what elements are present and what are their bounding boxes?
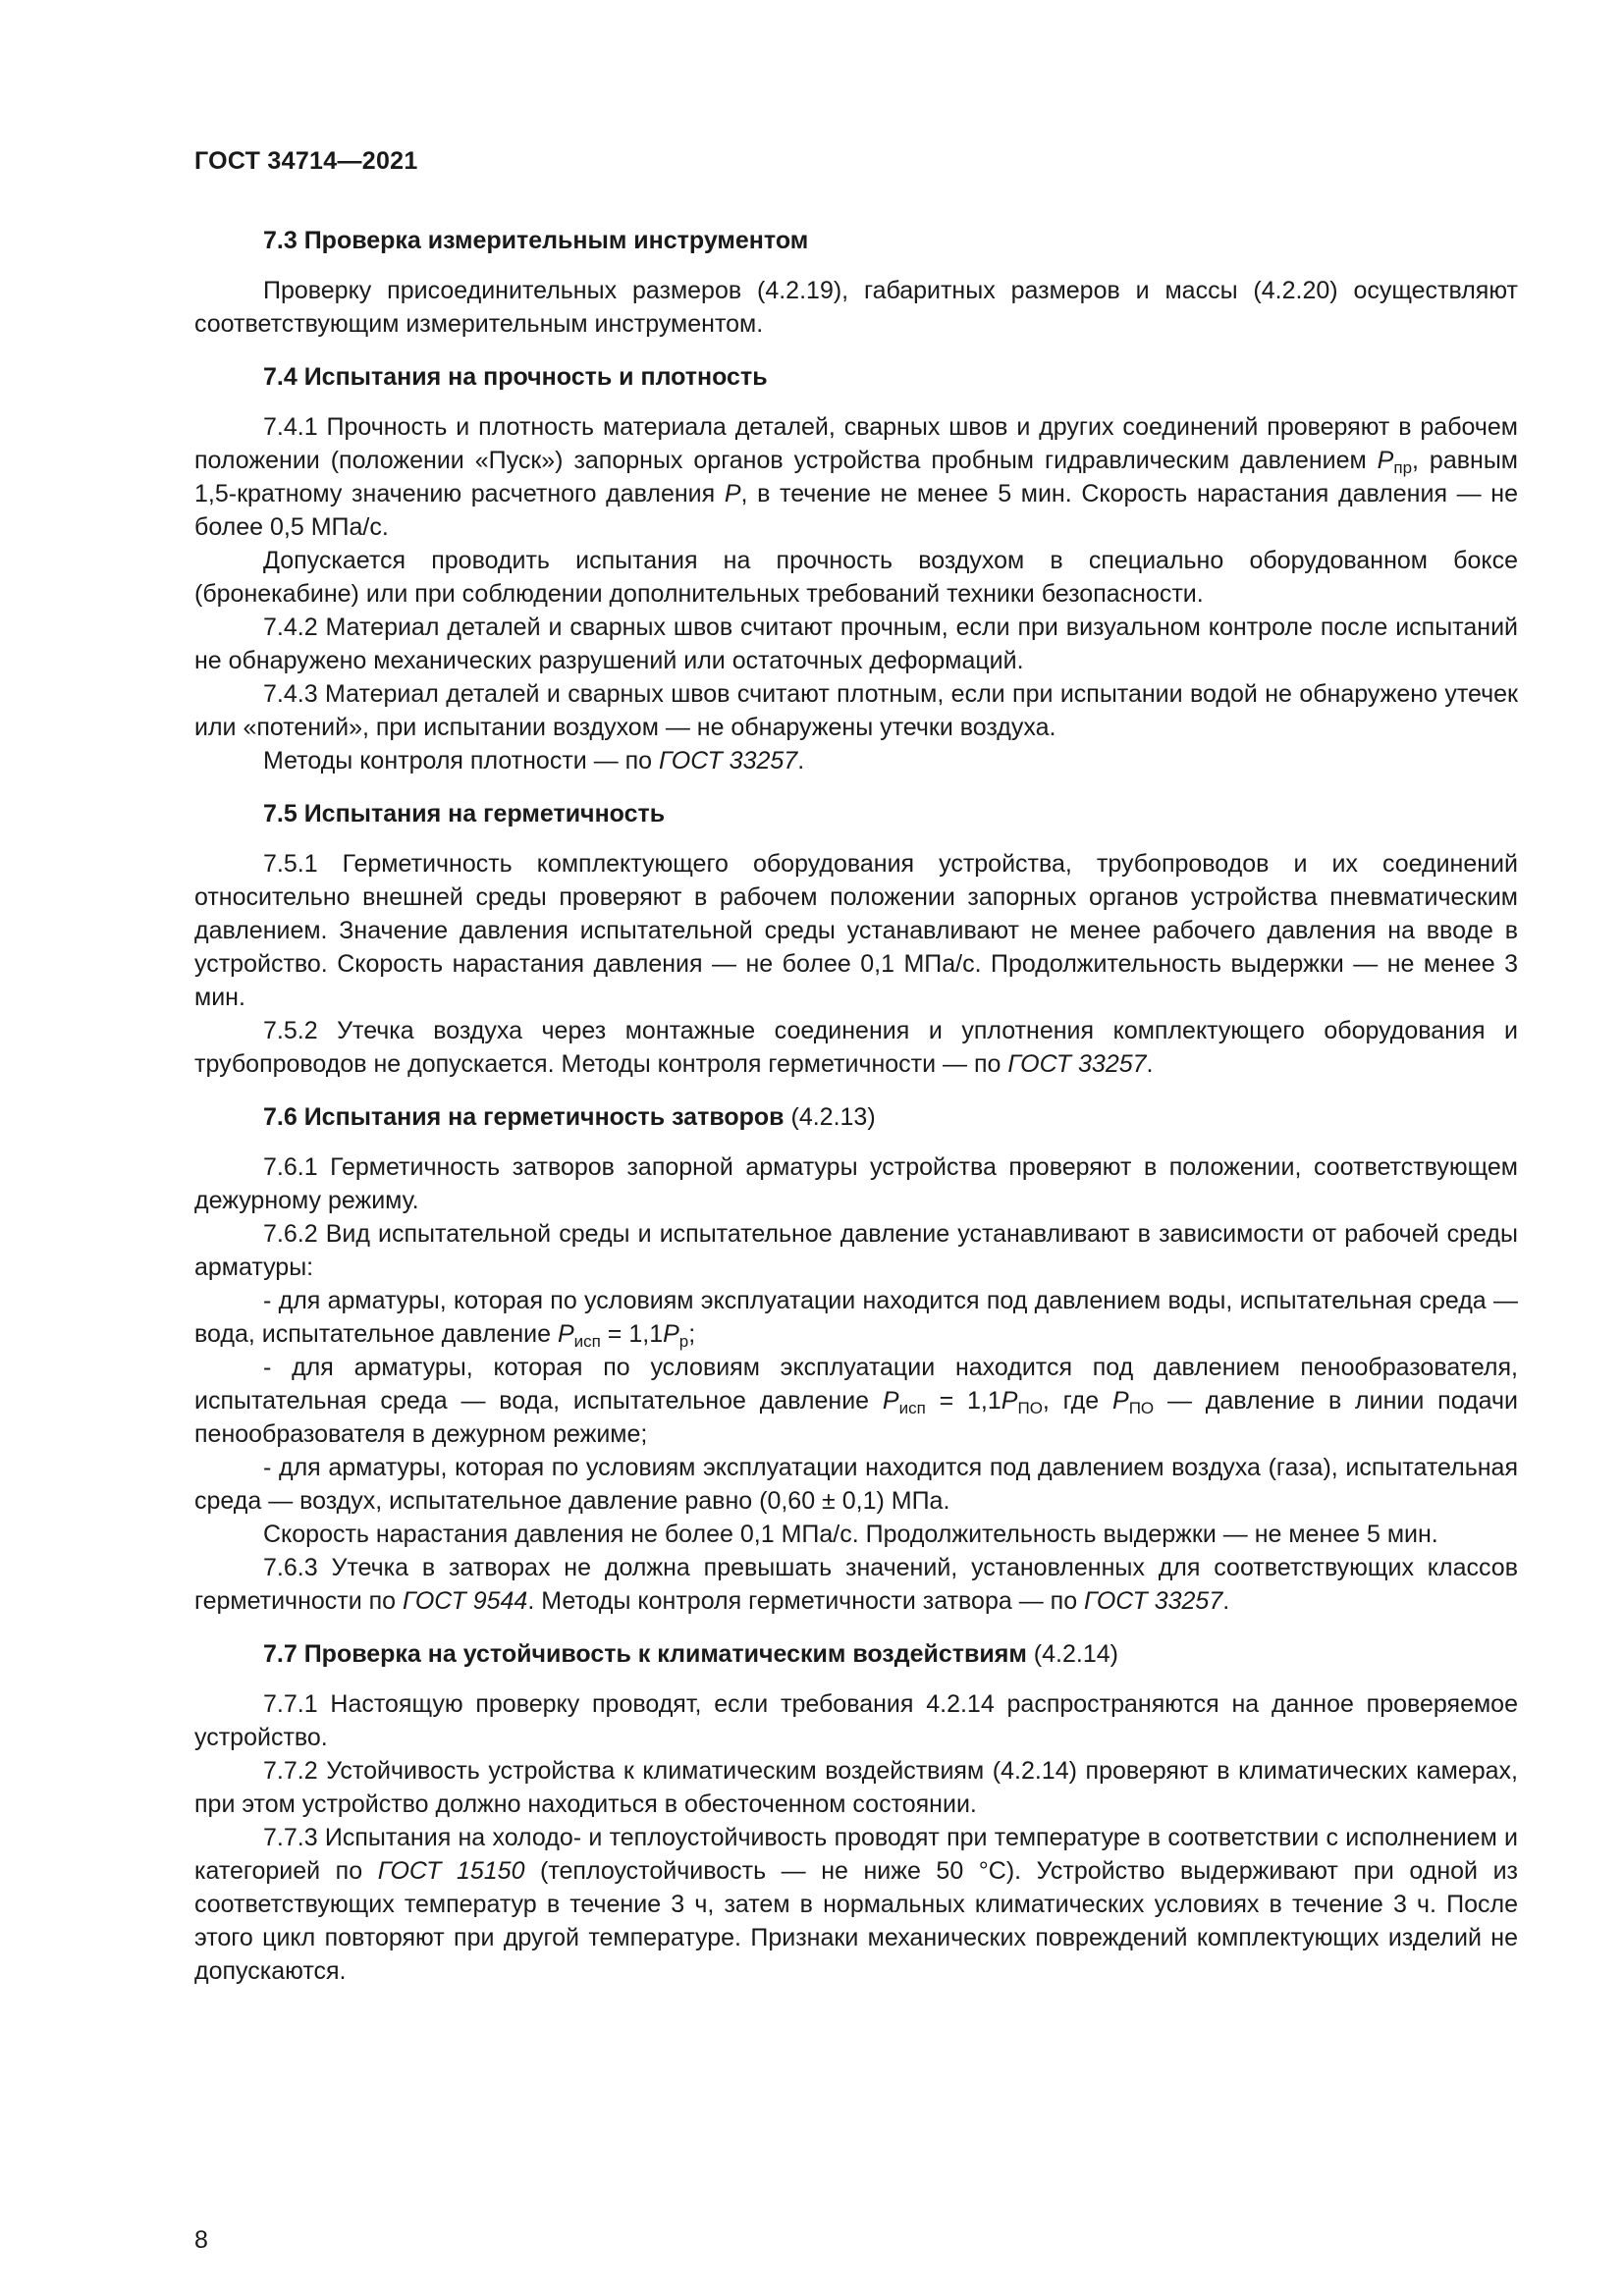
- standard-reference: ГОСТ 33257: [1084, 1587, 1223, 1615]
- standard-reference: ГОСТ 33257: [1007, 1050, 1147, 1078]
- paragraph: 7.6.3 Утечка в затворах не должна превышать значений, установленных для соответствующих классов герметичности по ГОСТ 9544. Методы контроля герметичности затвора — по ГОСТ 33257.: [194, 1554, 1518, 1615]
- section-heading-7-5: 7.5 Испытания на герметичность: [263, 800, 666, 828]
- section-heading-7-4: 7.4 Испытания на прочность и плотность: [263, 363, 768, 391]
- paragraph: Методы контроля плотности — по ГОСТ 33257.: [263, 747, 805, 774]
- list-item: - для арматуры, которая по условиям эксплуатации находится под давлением воды, испытательная среда — вода, испытательное давление $P_{исп} = 1,1P_р$;: [194, 1287, 1518, 1351]
- paragraph: 7.4.3 Материал деталей и сварных швов считают плотным, если при испытании водой не обнаружено утечек или «потений», при испытании воздухом — не обнаружены утечки воздуха.: [194, 680, 1518, 741]
- paragraph: Проверку присоединительных размеров (4.2.19), габаритных размеров и массы (4.2.20) осуществляют соответствующим измерительным инструментом.: [194, 277, 1518, 338]
- list-item: - для арматуры, которая по условиям эксплуатации находится под давлением воздуха (газа), испытательная среда — воздух, испытательное давление равно (0,60 ± 0,1) МПа.: [194, 1454, 1518, 1515]
- list-item: - для арматуры, которая по условиям эксплуатации находится под давлением пенообразователя, испытательная среда — вода, испытательное давление $P_{исп} = 1,1P_{ПО}$, где $P_{ПО}$ — давление в линии подачи пенообразователя в дежурном режиме;: [194, 1354, 1518, 1448]
- standard-reference: ГОСТ 9544: [403, 1587, 528, 1615]
- paragraph: 7.5.2 Утечка воздуха через монтажные соединения и уплотнения комплектующего оборудования и трубопроводов не допускается. Методы контроля герметичности — по ГОСТ 33257.: [194, 1017, 1518, 1078]
- paragraph: 7.7.1 Настоящую проверку проводят, если требования 4.2.14 распространяются на данное проверяемое устройство.: [194, 1690, 1518, 1751]
- document-body: [194, 224, 1518, 1988]
- paragraph: 7.4.2 Материал деталей и сварных швов считают прочным, если при визуальном контроле после испытаний не обнаружено механических разрушений или остаточных деформаций.: [194, 614, 1518, 674]
- standard-reference: ГОСТ 33257: [659, 747, 798, 774]
- section-heading-7-6: 7.6 Испытания на герметичность затворов (4.2.13): [263, 1103, 876, 1131]
- section-heading-7-3: 7.3 Проверка измерительным инструментом: [263, 227, 809, 254]
- document-header: ГОСТ 34714—2021: [194, 147, 418, 175]
- paragraph: 7.5.1 Герметичность комплектующего оборудования устройства, трубопроводов и их соединений относительно внешней среды проверяют в рабочем положении запорных органов устройства пневматическим давлением. Значение давления испытательной среды устанавливают не менее рабочего давления на вводе в устройство. Скорость нарастания давления — не более 0,1 МПа/с. Продолжительность выдержки — не менее 3 мин.: [194, 850, 1518, 1011]
- paragraph: 7.7.2 Устойчивость устройства к климатическим воздействиям (4.2.14) проверяют в климатических камерах, при этом устройство должно находиться в обесточенном состоянии.: [194, 1757, 1518, 1818]
- paragraph: 7.6.1 Герметичность затворов запорной арматуры устройства проверяют в положении, соответствующем дежурному режиму.: [194, 1153, 1518, 1214]
- standard-reference: ГОСТ 15150: [377, 1857, 525, 1885]
- paragraph: Скорость нарастания давления не более 0,1 МПа/с. Продолжительность выдержки — не менее 5 мин.: [263, 1521, 1438, 1548]
- paragraph: 7.4.1 Прочность и плотность материала деталей, сварных швов и других соединений проверяют в рабочем положении (положении «Пуск») запорных органов устройства пробным гидравлическим давлением $P_{пр}$, равным 1,5-кратному значению расчетного давления P, в течение не менее 5 мин. Скорость нарастания давления — не более 0,5 МПа/с.: [194, 413, 1518, 541]
- section-heading-7-7: 7.7 Проверка на устойчивость к климатическим воздействиям (4.2.14): [263, 1640, 1118, 1668]
- page-number: 8: [194, 2226, 208, 2254]
- paragraph: 7.6.2 Вид испытательной среды и испытательное давление устанавливают в зависимости от рабочей среды арматуры:: [194, 1220, 1518, 1281]
- paragraph: 7.7.3 Испытания на холодо- и теплоустойчивость проводят при температуре в соответствии с исполнением и категорией по ГОСТ 15150 (теплоустойчивость — не ниже 50 °С). Устройство выдерживают при одной из соответствующих температур в течение 3 ч, затем в нормальных климатических условиях в течение 3 ч. После этого цикл повторяют при другой температуре. Признаки механических повреждений комплектующих изделий не допускаются.: [194, 1824, 1518, 1985]
- paragraph: Допускается проводить испытания на прочность воздухом в специально оборудованном боксе (бронекабине) или при соблюдении дополнительных требований техники безопасности.: [194, 547, 1518, 608]
